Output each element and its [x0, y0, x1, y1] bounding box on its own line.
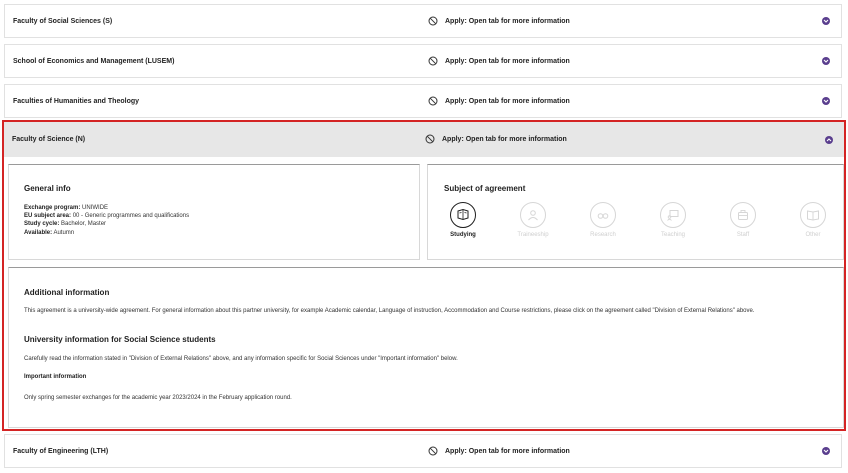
- faculty-row-humanities[interactable]: [4, 84, 842, 118]
- info-available: Available: Autumn: [24, 229, 75, 236]
- not-allowed-icon: [428, 446, 438, 456]
- apply-status: [428, 446, 570, 456]
- additional-info-text: This agreement is a university-wide agreement. For general information about this partner university, for example Academic calendar, Language of instruction, Accommodation and Course restrictions, please click on the agreement called "Division of External Relations" above.: [24, 308, 755, 314]
- apply-text: Apply: Open tab for more information: [445, 447, 570, 455]
- important-info-title: Important information: [24, 374, 87, 380]
- chevron-down-icon[interactable]: [822, 17, 830, 25]
- not-allowed-icon: [425, 134, 435, 144]
- subject-of-agreement-card: [427, 164, 844, 260]
- not-allowed-icon: [428, 16, 438, 26]
- chevron-up-icon[interactable]: [825, 136, 833, 144]
- faculty-name: Faculty of Engineering (LTH): [13, 447, 109, 455]
- general-info-title: General info: [24, 184, 71, 193]
- info-eu-subject-area: EU subject area: 00 - Generic programmes and qualifications: [24, 213, 190, 220]
- faculty-row-lusem[interactable]: [4, 44, 842, 78]
- subject-title: Subject of agreement: [444, 184, 526, 193]
- faculty-panel-science-expanded: [2, 120, 846, 431]
- faculty-name: Faculties of Humanities and Theology: [13, 97, 140, 105]
- faculty-name: Faculty of Science (N): [12, 136, 86, 143]
- studying-icon: [456, 208, 470, 222]
- subject-teaching: Teaching: [654, 202, 692, 238]
- additional-info-title: Additional information: [24, 288, 110, 297]
- important-info-text: Only spring semester exchanges for the academic year 2023/2024 in the February application round.: [24, 395, 292, 401]
- staff-icon: [736, 208, 750, 222]
- apply-text: Apply: Open tab for more information: [445, 57, 570, 65]
- faculty-name: Faculty of Social Sciences (S): [13, 17, 113, 25]
- not-allowed-icon: [428, 56, 438, 66]
- faculty-row-social-sciences[interactable]: [4, 4, 842, 38]
- general-info-list: [24, 204, 189, 237]
- other-icon: [806, 208, 820, 222]
- additional-info-card: [8, 267, 844, 428]
- faculty-row-engineering[interactable]: [4, 434, 842, 468]
- apply-text: Apply: Open tab for more information: [445, 97, 570, 105]
- general-info-card: [8, 164, 420, 260]
- apply-text: Apply: Open tab for more information: [442, 135, 567, 143]
- info-exchange-program: Exchange program: UNIWIDE: [24, 205, 109, 211]
- traineeship-icon: [526, 208, 540, 222]
- faculty-row-science[interactable]: [4, 122, 844, 157]
- chevron-down-icon[interactable]: [822, 57, 830, 65]
- subject-other: Other: [794, 202, 832, 238]
- info-study-cycle: Study cycle: Bachelor, Master: [24, 221, 107, 228]
- subject-staff: Staff: [724, 202, 762, 238]
- apply-status: [428, 16, 570, 26]
- apply-status: [425, 134, 567, 144]
- university-info-text: Carefully read the information stated in "Division of External Relations" above, and any information specific for Social Sciences under "Important information" below.: [24, 356, 458, 362]
- not-allowed-icon: [428, 96, 438, 106]
- apply-status: [428, 56, 570, 66]
- subject-icons: [444, 202, 834, 242]
- subject-research: Research: [584, 202, 622, 238]
- research-icon: [596, 208, 610, 222]
- university-info-title: University information for Social Science students: [24, 335, 216, 344]
- chevron-down-icon[interactable]: [822, 447, 830, 455]
- chevron-down-icon[interactable]: [822, 97, 830, 105]
- subject-traineeship: Traineeship: [514, 202, 552, 238]
- apply-text: Apply: Open tab for more information: [445, 17, 570, 25]
- faculty-name: School of Economics and Management (LUSEM): [13, 57, 175, 65]
- teaching-icon: [666, 208, 680, 222]
- subject-studying: Studying: [444, 202, 482, 238]
- apply-status: [428, 96, 570, 106]
